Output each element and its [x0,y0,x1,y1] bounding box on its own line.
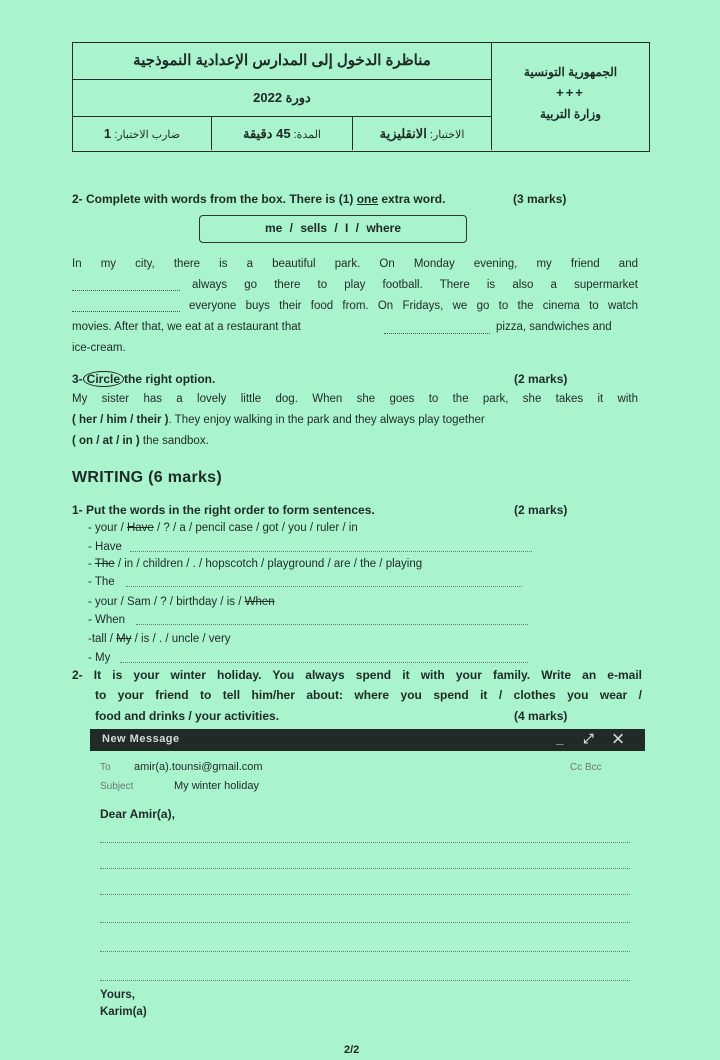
email-greeting: Dear Amir(a), [100,807,175,821]
w-q2-line2: to your friend to tell him/her about: where you spend it / clothes you wear / [95,688,642,702]
exam-title: مناظرة الدخول إلى المدارس الإعدادية النموذجية [73,43,491,80]
sentence-1-answer-line[interactable] [130,551,532,552]
email-line-5[interactable] [100,951,630,952]
header-left-block [73,43,492,150]
sentence-2-words: - The / in / children / . / hopscotch / playground / are / the / playing [88,558,423,570]
duration-label: المدة: [293,129,321,141]
republic-name: الجمهورية التونسية [523,65,618,79]
coef-value: 1 [103,126,112,141]
subject-cell [353,117,491,150]
circle-word: Circle [83,371,124,387]
q2-line4b: pizza, sandwiches and [496,321,612,333]
duration-value: 45 دقيقة [243,126,291,141]
cc-bcc-label[interactable]: Cc Bcc [570,762,602,773]
email-bar-title: New Message [102,733,180,745]
sentence-2-answer-line[interactable] [126,586,522,587]
q3-option-2[interactable]: ( on / at / in ) [72,435,140,447]
email-line-3[interactable] [100,894,630,895]
exam-header-table [72,42,650,152]
q2-line4a: movies. After that, we eat at a restaurant that [72,321,301,333]
exam-subject: الانقليزية [379,126,427,141]
word-box: me / sells / I / where [199,215,467,243]
q3-line1: My sister has a lovely little dog. When she goes to the park, she takes it with [72,393,638,405]
coefficient-cell [73,117,212,150]
sentence-4-start: - My [88,652,111,664]
w-q2-line3: food and drinks / your activities. [95,709,280,723]
sentence-4-words: -tall / My / is / . / uncle / very [88,633,231,645]
header-stars: +++ [556,85,585,100]
sentence-1-start: - Have [88,541,122,553]
sentence-1-words: - your / Have / ? / a / pencil case / got / you / ruler / in [88,522,358,534]
duration-cell [212,117,353,150]
q2-blank-2[interactable] [72,301,180,312]
coef-label: ضارب الاختبار: [114,129,181,141]
to-label: To [100,762,111,773]
sentence-3-start: - When [88,614,126,626]
q2-line5: ice-cream. [72,342,126,354]
q2-line2: always go there to play football. There is also a supermarket [192,279,638,291]
to-value[interactable]: amir(a).tounsi@gmail.com [134,761,263,773]
exam-session: دورة 2022 [73,80,491,117]
header-right-block [492,43,649,150]
window-controls-icon[interactable]: _ ⤢ ✕ [556,731,631,746]
exam-label: الاختبار: [429,129,465,141]
w-q2-marks: (4 marks) [514,709,568,723]
q2-blank-3[interactable] [384,323,490,334]
email-line-4[interactable] [100,922,630,923]
q2-title: 2- Complete with words from the box. There is (1) one extra word. [72,192,446,206]
w-q2-line1: 2- It is your winter holiday. You always spend it with your family. Write an e-mail [72,668,642,682]
subject-label: Subject [100,781,134,792]
q3-option-1[interactable]: ( her / him / their ) [72,414,169,426]
q3-line3: ( on / at / in ) the sandbox. [72,435,209,447]
q2-blank-1[interactable] [72,280,180,291]
ministry-name: وزارة التربية [540,107,601,121]
q2-line1: In my city, there is a beautiful park. On Monday evening, my friend and [72,258,638,270]
email-line-6[interactable] [100,980,630,981]
email-signature: Karim(a) [100,1006,147,1018]
sentence-2-start: - The [88,576,115,588]
email-line-2[interactable] [100,868,630,869]
sentence-3-words: - your / Sam / ? / birthday / is / When [88,596,275,608]
q3-marks: (2 marks) [514,372,568,386]
subject-value[interactable]: My winter holiday [174,780,259,792]
q3-line2: ( her / him / their ). They enjoy walking in the park and they always play together [72,414,485,426]
q3-title: 3- Circle the right option. [72,372,216,386]
writing-title: WRITING (6 marks) [72,469,223,486]
q2-title-underlined: one [356,192,379,206]
email-line-1[interactable] [100,842,630,843]
w-q1-title: 1- Put the words in the right order to form sentences. [72,503,375,517]
email-title-bar [90,729,645,751]
q2-marks: (3 marks) [513,192,567,206]
sentence-3-answer-line[interactable] [136,624,528,625]
sentence-4-answer-line[interactable] [120,662,528,663]
page-number: 2/2 [344,1044,360,1056]
w-q1-marks: (2 marks) [514,503,568,517]
exam-info-row [73,117,491,150]
email-closing: Yours, [100,989,135,1001]
q2-line3: everyone buys their food from. On Fridays, we go to the cinema to watch [189,300,638,312]
